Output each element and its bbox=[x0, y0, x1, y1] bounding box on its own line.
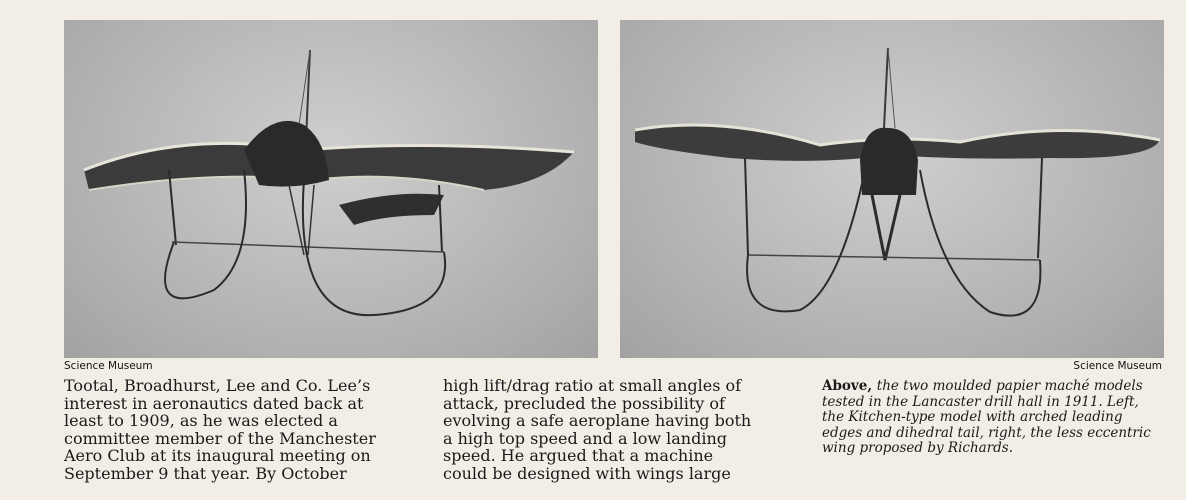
article-column-2 bbox=[443, 377, 791, 500]
column-1-line: September 9 that year. By October bbox=[64, 463, 347, 483]
caption-body: the two moulded papier maché models tested in the Lancaster drill hall in 1911. Left, the Kitchen-type model with arched leading edges and dihedral tail, right, the less eccentric wing proposed by Richards. bbox=[822, 378, 1151, 457]
column-1-line: Tootal, Broadhurst, Lee and Co. Lee’s bbox=[64, 377, 371, 395]
column-1-line: least to 1909, as he was elected a bbox=[64, 411, 338, 430]
column-2-line: high lift/drag ratio at small angles of bbox=[443, 377, 742, 395]
photo-kitchen-type-model bbox=[64, 20, 598, 358]
column-1-line: committee member of the Manchester bbox=[64, 428, 376, 448]
column-1-line: interest in aeronautics dated back at bbox=[64, 393, 364, 413]
photo-caption bbox=[822, 379, 1164, 457]
column-2-line: evolving a safe aeroplane having both bbox=[443, 411, 752, 430]
photo-credit-left: Science Museum bbox=[64, 360, 153, 372]
caption-lead: Above, bbox=[822, 378, 877, 394]
article-column-1 bbox=[64, 377, 404, 500]
column-2-line: a high top speed and a low landing bbox=[443, 428, 727, 448]
photo-richards-model bbox=[620, 20, 1164, 358]
column-1-line: Aero Club at its inaugural meeting on bbox=[64, 446, 371, 465]
richards-model-illustration bbox=[620, 20, 1164, 358]
column-2-line: attack, precluded the possibility of bbox=[443, 393, 725, 413]
photo-credit-right: Science Museum bbox=[1073, 360, 1162, 372]
column-2-line: speed. He argued that a machine bbox=[443, 446, 714, 465]
column-2-line: could be designed with wings large bbox=[443, 463, 731, 483]
kitchen-model-illustration bbox=[64, 20, 598, 358]
